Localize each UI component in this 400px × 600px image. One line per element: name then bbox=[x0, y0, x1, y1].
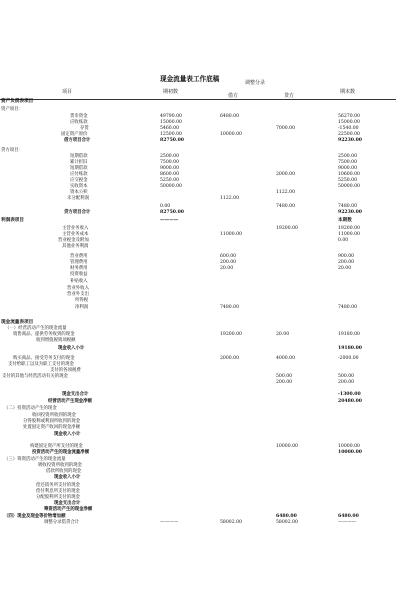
cell-begin: 12500.00 bbox=[160, 132, 182, 137]
cell-end: 10000.00 bbox=[338, 450, 362, 455]
header-rule bbox=[0, 99, 396, 100]
row-label: 投资活动产生的现金流量净额 bbox=[32, 450, 90, 455]
row-label: 现金收入小计 bbox=[54, 475, 81, 480]
cell-debit: 7480.00 bbox=[220, 305, 239, 310]
row-label: 其他业务利润 bbox=[62, 244, 89, 249]
header-item: 项目 bbox=[62, 89, 73, 95]
row-label: 收回投资所收到的现金 bbox=[32, 413, 76, 418]
cell-end: 92230.00 bbox=[338, 138, 362, 143]
row-label: 经营活动产生现金净额 bbox=[48, 399, 92, 404]
cell-credit: 2000.00 bbox=[276, 172, 295, 177]
cell-begin: 0.00 bbox=[160, 204, 171, 209]
cell-debit: 1122.00 bbox=[220, 196, 239, 201]
cell-credit: 1122.00 bbox=[276, 190, 295, 195]
row-label: 短期借款 bbox=[70, 166, 88, 171]
cell-credit: 58002.00 bbox=[276, 520, 298, 525]
row-label: 分得股利或利润所收到的现金 bbox=[23, 419, 81, 424]
cell-credit: 7000.00 bbox=[276, 126, 295, 131]
cell-begin: 15000.00 bbox=[160, 120, 182, 125]
row-label: 主营业务收入 bbox=[62, 226, 89, 231]
cell-end: -1540.00 bbox=[338, 126, 359, 131]
cell-credit: 10000.00 bbox=[276, 444, 298, 449]
cell-end: 19180.00 bbox=[338, 346, 362, 351]
row-label: 应交税金 bbox=[70, 178, 88, 183]
row-label: 借款所收到的现金 bbox=[46, 469, 82, 474]
cell-end: 10000.00 bbox=[338, 444, 360, 449]
row-label: 应收账款 bbox=[70, 120, 88, 125]
row-label: 支付的其他与经营活动有关的现金 bbox=[2, 374, 68, 379]
header-debit: 借方 bbox=[228, 93, 239, 99]
cell-debit: 20.00 bbox=[220, 266, 234, 271]
row-label: 偿付利息所支付的现金 bbox=[36, 489, 80, 494]
cell-end: 19200.00 bbox=[338, 226, 360, 231]
page-title: 现金流量表工作底稿 bbox=[160, 75, 220, 83]
cell-begin: 50000.00 bbox=[160, 184, 182, 189]
row-label: 净利润 bbox=[75, 305, 89, 310]
row-label: 营业费用 bbox=[70, 254, 88, 259]
cell-end: 200.00 bbox=[338, 380, 355, 385]
row-label: 管理费用 bbox=[70, 260, 88, 265]
cell-end: 本期数 bbox=[338, 218, 352, 223]
cell-end: 7480.00 bbox=[338, 305, 357, 310]
cell-end: 2500.00 bbox=[338, 154, 357, 159]
row-label: 现金收入小计 bbox=[54, 432, 81, 437]
cell-debit: 11000.00 bbox=[220, 232, 242, 237]
cell-begin: 82750.00 bbox=[160, 210, 184, 215]
cell-credit: 4000.00 bbox=[276, 356, 295, 361]
row-label: 收到增值税销项税额 bbox=[36, 338, 76, 343]
cell-end: 11000.00 bbox=[338, 232, 360, 237]
row-label: 吸收投资所收到的现金 bbox=[38, 463, 82, 468]
row-label: 资产项目： bbox=[1, 107, 23, 112]
row-label: 销售商品、提供劳务收到的现金 bbox=[13, 332, 75, 337]
cell-end: -2000.00 bbox=[338, 356, 359, 361]
cell-end: ———— bbox=[338, 520, 357, 525]
row-label: 实收资本 bbox=[70, 184, 88, 189]
cell-begin: 7500.00 bbox=[160, 160, 179, 165]
cell-credit: 19200.00 bbox=[276, 226, 298, 231]
row-label: 构建固定资产所支付的现金 bbox=[30, 444, 83, 449]
row-label: 未分配利润 bbox=[67, 196, 89, 201]
cell-debit: 58002.00 bbox=[220, 520, 242, 525]
row-label: 累计折旧 bbox=[70, 160, 88, 165]
cell-begin: 9000.00 bbox=[160, 166, 179, 171]
row-label: 资本公积 bbox=[70, 190, 88, 195]
cell-end: 7480.00 bbox=[338, 204, 357, 209]
header-credit: 贷方 bbox=[284, 93, 295, 99]
cell-end: 50000.00 bbox=[338, 184, 360, 189]
cell-end: 92230.00 bbox=[338, 210, 362, 215]
row-label: 财务费用 bbox=[70, 266, 88, 271]
cell-debit: 19200.00 bbox=[220, 332, 242, 337]
cell-debit: 6480.00 bbox=[220, 114, 239, 119]
cell-end: 6480.00 bbox=[338, 514, 359, 519]
row-label: 利润表项目 bbox=[1, 218, 24, 223]
cell-credit: 7480.00 bbox=[276, 204, 295, 209]
cell-begin: 49790.00 bbox=[160, 114, 182, 119]
cell-end: 19180.00 bbox=[338, 332, 360, 337]
row-label: 营业税金及附加 bbox=[58, 238, 89, 243]
row-label: 购买商品、接受劳务支付的现金 bbox=[13, 356, 75, 361]
row-label: 现金收入小计 bbox=[58, 346, 85, 351]
row-label: 所得税 bbox=[75, 298, 89, 303]
row-label: 支付给职工以及为职工支付的现金 bbox=[8, 362, 74, 367]
row-label: 支付的各项税费 bbox=[50, 368, 81, 373]
cell-begin: 8600.00 bbox=[160, 172, 179, 177]
cell-begin: 82750.00 bbox=[160, 138, 184, 143]
header-begin: 期初数 bbox=[163, 89, 179, 95]
cell-end: 500.00 bbox=[338, 374, 355, 379]
cell-begin: 2500.00 bbox=[160, 154, 179, 159]
row-label: （一）经营活动产生的现金流量 bbox=[5, 326, 67, 331]
row-label: （四）现金及现金等价物增加额 bbox=[4, 514, 66, 519]
row-label: 筹资活动产生的现金净额 bbox=[44, 507, 93, 512]
row-label: 分配股利所支付的现金 bbox=[36, 495, 80, 500]
row-label: 固定资产原价 bbox=[61, 132, 88, 137]
cell-begin: 5250.00 bbox=[160, 178, 179, 183]
row-label: 现金流量表项目 bbox=[1, 320, 34, 325]
cell-begin: ———— bbox=[160, 218, 179, 223]
row-label: 营业外支出 bbox=[67, 292, 89, 297]
cell-debit: 10000.00 bbox=[220, 132, 242, 137]
cell-debit: 2000.00 bbox=[220, 356, 239, 361]
row-label: 应付账款 bbox=[70, 172, 88, 177]
row-label: 主营业务成本 bbox=[62, 232, 89, 237]
row-label: （二）投资活动产生的现金 bbox=[4, 406, 57, 411]
row-label: 偿还债务所支付的现金 bbox=[36, 483, 80, 488]
row-label: 投资收益 bbox=[70, 272, 88, 277]
row-label: 调整分录借贷合计 bbox=[44, 520, 80, 525]
cell-credit: 200.00 bbox=[276, 380, 293, 385]
row-label: 处置固定资产收回的现金净额 bbox=[23, 425, 81, 430]
cell-begin: 5460.00 bbox=[160, 126, 179, 131]
cell-end: 5250.00 bbox=[338, 178, 357, 183]
cell-end: -1300.00 bbox=[338, 392, 361, 397]
cell-end: 10600.00 bbox=[338, 172, 360, 177]
cell-credit: 500.00 bbox=[276, 374, 293, 379]
cell-end: 20.00 bbox=[338, 266, 352, 271]
cell-credit: 20.00 bbox=[276, 332, 290, 337]
cell-begin: ———— bbox=[160, 520, 179, 525]
cell-end: 15000.00 bbox=[338, 120, 360, 125]
cell-end: 7500.00 bbox=[338, 160, 357, 165]
cell-credit: 6480.00 bbox=[276, 514, 297, 519]
cell-end: 0.00 bbox=[338, 238, 349, 243]
row-label: 货币资金 bbox=[70, 114, 88, 119]
header-adjust: 调整分录 bbox=[245, 80, 266, 86]
row-label: 补贴收入 bbox=[70, 279, 88, 284]
row-label: 资产负债表项目 bbox=[1, 99, 34, 104]
cell-debit: 600.00 bbox=[220, 254, 237, 259]
row-label: 现金支出合计 bbox=[54, 501, 81, 506]
cell-end: 200.00 bbox=[338, 260, 355, 265]
cell-debit: 200.00 bbox=[220, 260, 237, 265]
row-label: 贷方项目： bbox=[1, 148, 23, 153]
cell-end: 22500.00 bbox=[338, 132, 360, 137]
row-label: （三）筹资活动产生的现金流量 bbox=[4, 457, 66, 462]
cell-end: 9000.00 bbox=[338, 166, 357, 171]
row-label: 借方项目合计 bbox=[64, 138, 91, 143]
row-label: 存货 bbox=[80, 126, 89, 131]
header-end: 期末数 bbox=[340, 89, 356, 95]
cell-end: 56270.00 bbox=[338, 114, 360, 119]
row-label: 营业外收入 bbox=[67, 286, 89, 291]
row-label: 现金支出合计 bbox=[62, 392, 89, 397]
row-label: 贷方项目合计 bbox=[64, 210, 91, 215]
cell-end: 20480.00 bbox=[338, 399, 362, 404]
cell-end: 900.00 bbox=[338, 254, 355, 259]
row-label: 短期借款 bbox=[70, 154, 88, 159]
